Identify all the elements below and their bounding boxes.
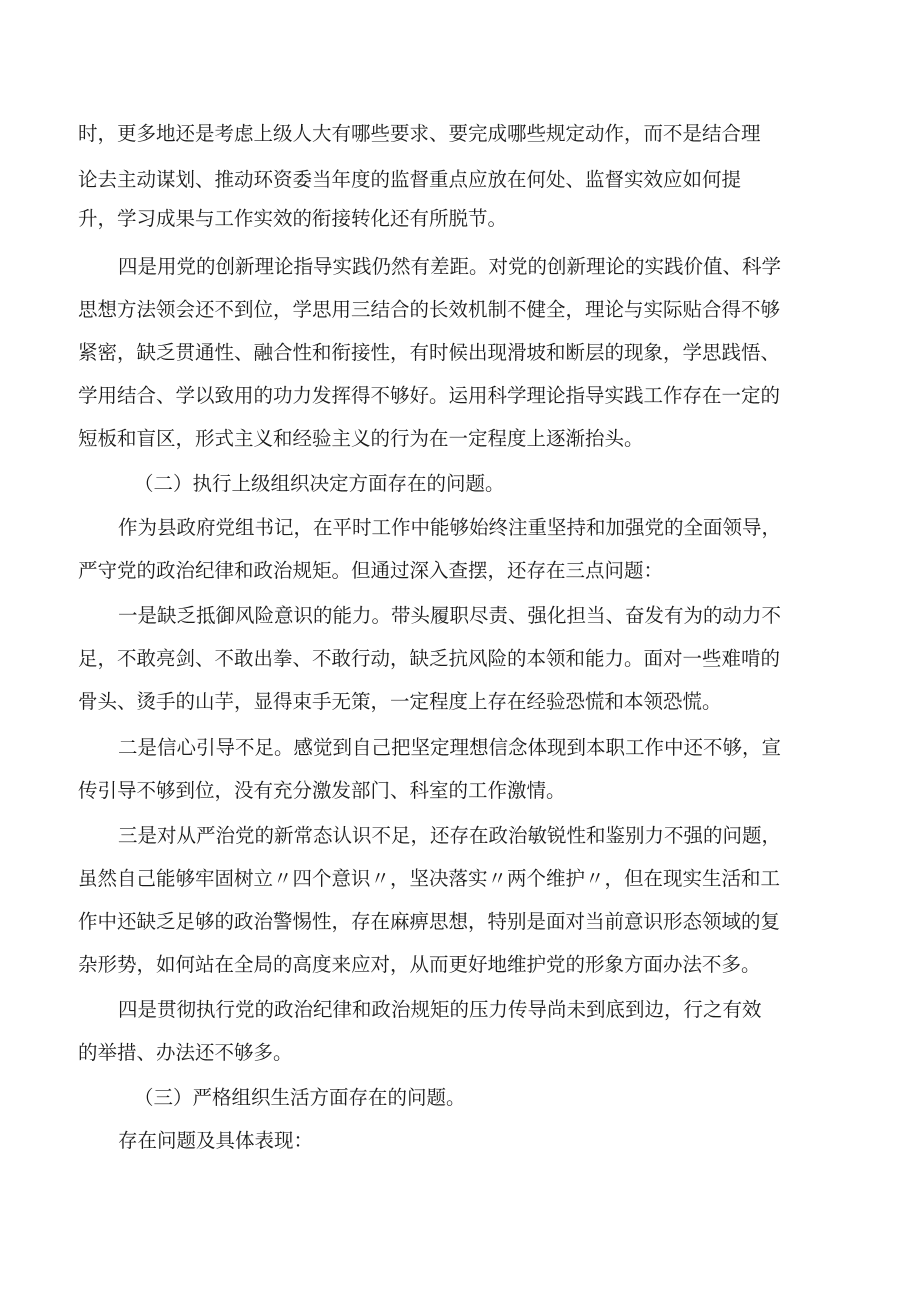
section-heading: （三）严格组织生活方面存在的问题。	[134, 1086, 466, 1109]
text-line: 严守党的政治纪律和政治规矩。但通过深入查摆，还存在三点问题：	[78, 559, 664, 582]
text-line: 足，不敢亮剑、不敢出拳、不敢行动，缺乏抗风险的本领和能力。面对一些难啃的	[78, 647, 781, 670]
text-line: 思想方法领会还不到位，学思用三结合的长效机制不健全，理论与实际贴合得不够	[78, 298, 781, 321]
text-line: 一是缺乏抵御风险意识的能力。带头履职尽责、强化担当、奋发有为的动力不	[118, 604, 782, 627]
text-line: 作为县政府党组书记，在平时工作中能够始终注重坚持和加强党的全面领导，	[118, 516, 782, 539]
text-line: 学用结合、学以致用的功力发挥得不够好。运用科学理论指导实践工作存在一定的	[78, 384, 781, 407]
text-line: 作中还缺乏足够的政治警惕性，存在麻痹思想，特别是面对当前意识形态领域的复	[78, 910, 781, 933]
text-line: 传引导不够到位，没有充分激发部门、科室的工作激情。	[78, 779, 566, 802]
text-line: 的举措、办法还不够多。	[78, 1041, 293, 1064]
text-line: 升，学习成果与工作实效的衔接转化还有所脱节。	[78, 207, 508, 230]
text-line: 论去主动谋划、推动环资委当年度的监督重点应放在何处、监督实效应如何提	[78, 168, 742, 191]
text-line: 短板和盲区，形式主义和经验主义的行为在一定程度上逐渐抬头。	[78, 427, 644, 450]
text-line: 虽然自己能够牢固树立〃四个意识〃，坚决落实〃两个维护〃，但在现实生活和工	[78, 867, 781, 890]
text-line: 四是用党的创新理论指导实践仍然有差距。对党的创新理论的实践价值、科学	[118, 255, 782, 278]
text-line: 紧密，缺乏贯通性、融合性和衔接性，有时候出现滑坡和断层的现象，学思践悟、	[78, 341, 781, 364]
text-line: 三是对从严治党的新常态认识不足，还存在政治敏锐性和鉴别力不强的问题，	[118, 824, 782, 847]
text-line: 骨头、烫手的山芋，显得束手无策，一定程度上存在经验恐慌和本领恐慌。	[78, 690, 722, 713]
section-heading: （二）执行上级组织决定方面存在的问题。	[134, 472, 505, 495]
text-line: 四是贯彻执行党的政治纪律和政治规矩的压力传导尚未到底到边，行之有效	[118, 998, 762, 1021]
text-line: 存在问题及具体表现：	[118, 1129, 314, 1152]
text-line: 时，更多地还是考虑上级人大有哪些要求、要完成哪些规定动作，而不是结合理	[78, 122, 761, 145]
text-line: 二是信心引导不足。感觉到自己把坚定理想信念体现到本职工作中还不够，宣	[118, 736, 782, 759]
text-line: 杂形势，如何站在全局的高度来应对，从而更好地维护党的形象方面办法不多。	[78, 953, 761, 976]
